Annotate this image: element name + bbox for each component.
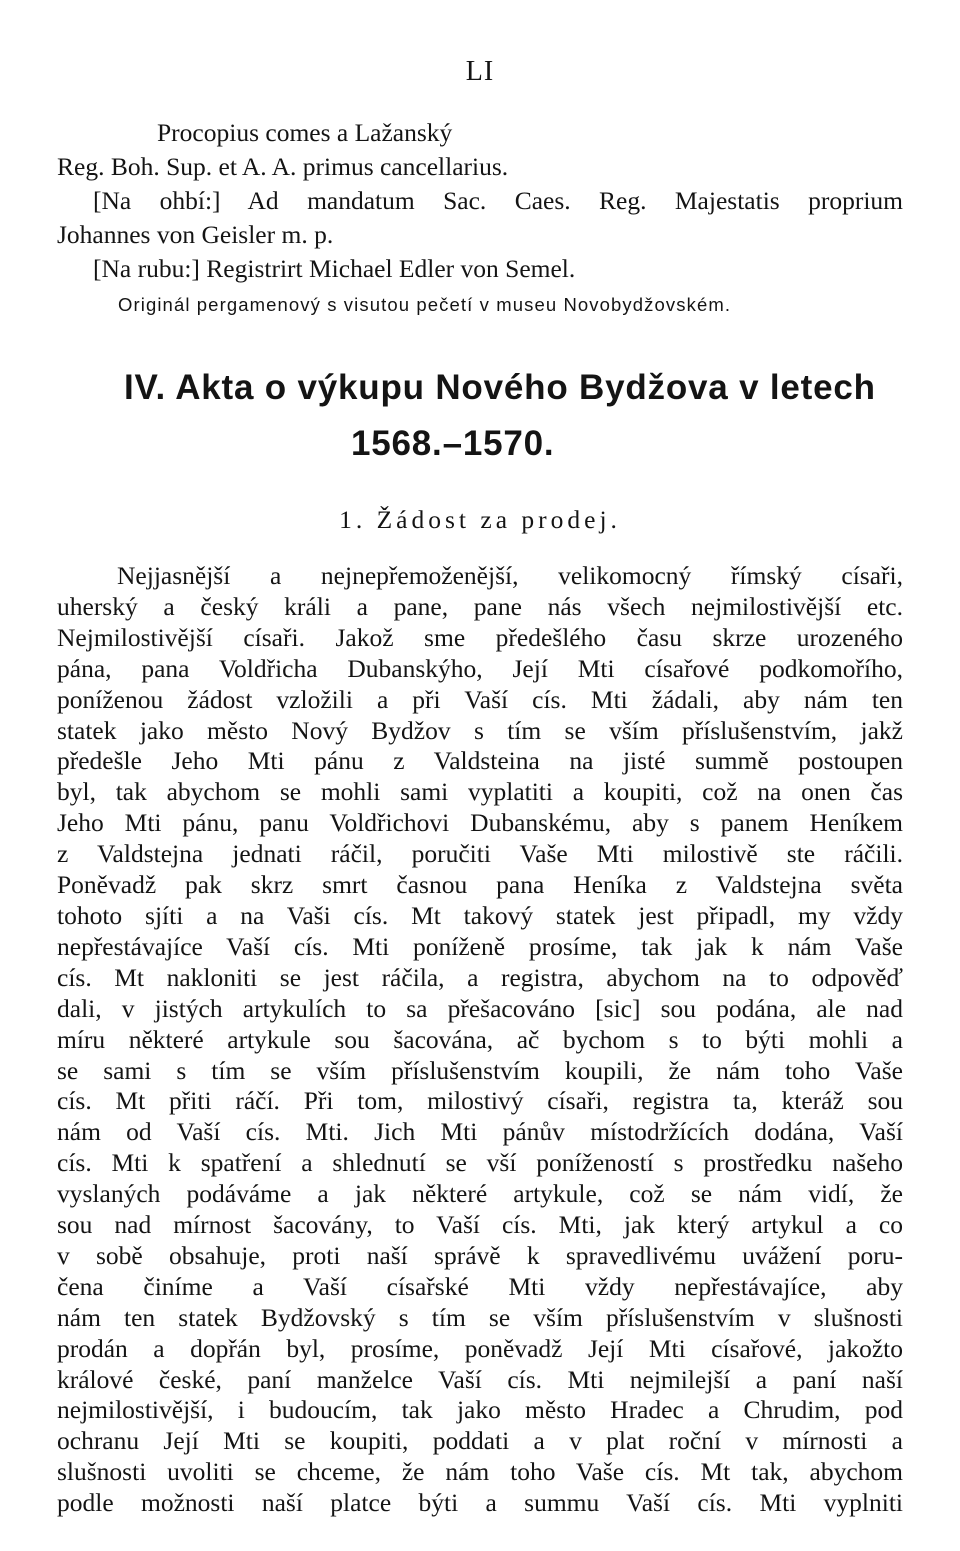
text-line: Nejmilostivější císaři. Jakož sme předešlého času skrze urozeného bbox=[57, 622, 903, 652]
text-line: pána, pana Voldřicha Dubanskýho, Její Mti císařové podkomořího, bbox=[57, 653, 903, 683]
text-line: nám ten statek Bydžovský s tím se vším příslušenstvím v slušnosti bbox=[57, 1302, 903, 1332]
text-line: tohoto sjíti a na Vaši cís. Mt takový statek jest připadl, my vždy bbox=[57, 900, 903, 930]
page-number: LI bbox=[465, 56, 495, 87]
text-line: cís. Mt nakloniti se jest ráčila, a registra, abychom na to odpověď bbox=[57, 962, 903, 992]
source-note: Originál pergamenový s visutou pečetí v museu Novobydžovském. bbox=[118, 294, 732, 315]
text-line: byl, tak abychom se mohli sami vyplatiti a koupiti, což na onen čas bbox=[57, 777, 903, 807]
text-line: Poněvadž pak skrz smrt časnou pana Heníka z Valdstejna světa bbox=[57, 870, 903, 900]
signature-line: Reg. Boh. Sup. et A. A. primus cancellarius. bbox=[57, 152, 509, 181]
text-line: vyslaných podáváme a jak některé artykule, což se nám vidí, že bbox=[57, 1179, 903, 1209]
text-line: uherský a český králi a pane, pane nás všech nejmilostivější etc. bbox=[57, 591, 903, 621]
text-line: cís. Mt přiti ráčí. Při tom, milostivý císaři, registra ta, kteráž sou bbox=[57, 1086, 903, 1116]
document-title: 1. Žádost za prodej. bbox=[339, 505, 621, 534]
text-line: nepřestávajíce Vaší cís. Mti poníženě prosíme, tak jak k nám Vaše bbox=[57, 931, 903, 961]
text-line: nám od Vaší cís. Mti. Jich Mti pánův místodržících dodána, Vaší bbox=[57, 1117, 903, 1147]
text-line: v sobě obsahuje, proti naší správě k spravedlivému uvážení poru- bbox=[57, 1240, 903, 1270]
text-line: ochranu Její Mti se koupiti, poddati a v plat roční v mírnosti a bbox=[57, 1426, 903, 1456]
text-line: prodán a dopřán byl, prosíme, poněvadž Její Mti císařové, jakožto bbox=[57, 1333, 903, 1363]
section-heading-years: 1568.–1570. bbox=[351, 424, 555, 463]
section-heading-line: IV. Akta o výkupu Nového Bydžova v letech bbox=[124, 368, 876, 407]
text-line: sou nad mírnost šacovány, to Vaší cís. Mti, jak který artykul a co bbox=[57, 1210, 903, 1240]
text-line: cís. Mti k spatření a shlednutí se vší ponížeností s prostředku našeho bbox=[57, 1148, 903, 1178]
signature-line: [Na ohbí:] Ad mandatum Sac. Caes. Reg. Majestatis proprium bbox=[93, 186, 903, 215]
text-line: předešle Jeho Mti pánu z Valdsteina na jisté summě postoupen bbox=[57, 746, 903, 776]
text-line: čena činíme a Vaší císařské Mti vždy nepřestávajíce, aby bbox=[57, 1271, 903, 1301]
text-line: nejmilostivější, i budoucím, tak jako město Hradec a Chrudim, pod bbox=[57, 1395, 903, 1425]
text-line: podle možnosti naší platce býti a summu Vaší cís. Mti vyplniti bbox=[57, 1488, 903, 1518]
section-heading bbox=[0, 368, 960, 464]
signature-line: Johannes von Geisler m. p. bbox=[57, 220, 334, 249]
text-line: se sami s tím se vším příslušenstvím koupili, že nám toho Vaše bbox=[57, 1055, 903, 1085]
body-text bbox=[57, 561, 903, 1519]
signature-line: [Na rubu:] Registrirt Michael Edler von Semel. bbox=[93, 254, 576, 283]
text-line: z Valdstejna jednati ráčil, poručiti Vaše Mti milostivě ste ráčili. bbox=[57, 839, 903, 869]
text-line: králové české, paní manželce Vaší cís. Mti nejmilejší a paní naší bbox=[57, 1364, 903, 1394]
text-line: slušnosti uvoliti se chceme, že nám toho Vaše cís. Mt tak, abychom bbox=[57, 1457, 903, 1487]
text-line: statek jako město Nový Bydžov s tím se vším příslušenstvím, jakž bbox=[57, 715, 903, 745]
text-line: Jeho Mti pánu, panu Voldřichovi Dubanskému, aby s panem Heníkem bbox=[57, 808, 903, 838]
signature-block bbox=[57, 116, 903, 286]
text-line: Nejjasnější a nejnepřemoženější, velikomocný římský císaři, bbox=[117, 561, 903, 590]
text-line: míru některé artykule sou šacována, ač bychom s to býti mohli a bbox=[57, 1024, 903, 1054]
signature-line: Procopius comes a Lažanský bbox=[157, 118, 453, 147]
text-line: dali, v jistých artykulích to sa přešacováno [sic] sou podána, ale nad bbox=[57, 993, 903, 1023]
text-line: poníženou žádost vzložili a při Vaší cís. Mti žádali, aby nám ten bbox=[57, 684, 903, 714]
